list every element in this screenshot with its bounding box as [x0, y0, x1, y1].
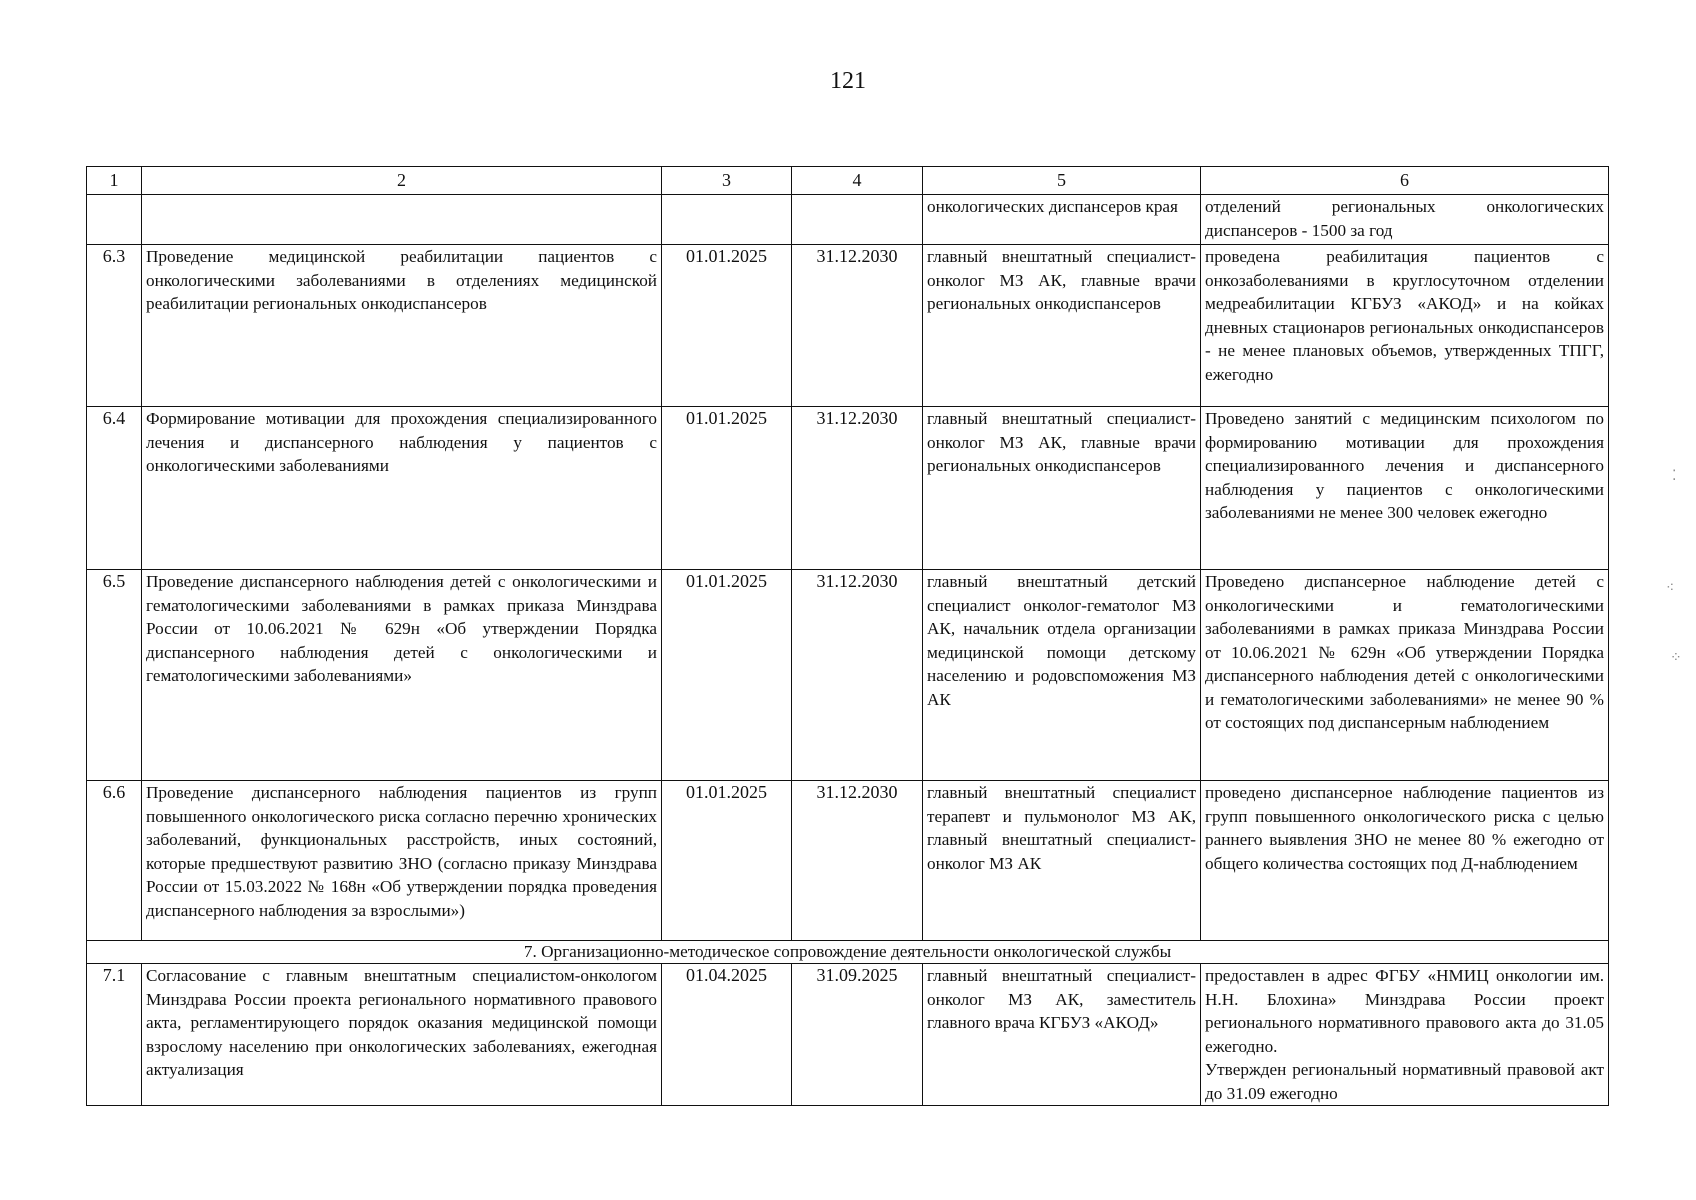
cell-empty: [792, 195, 923, 245]
table-row: [87, 407, 1609, 570]
table-header-row: [87, 167, 1609, 195]
cell-number: 6.6: [87, 781, 142, 941]
cell-end-date: 31.12.2030: [792, 407, 923, 570]
result-line: предоставлен в адрес ФГБУ «НМИЦ онкологии им. Н.Н. Блохина» Минздрава России проект регионального нормативного правового акта до 31.05 ежегодно.: [1205, 966, 1604, 1056]
cell-result: Проведено занятий с медицинским психологом по формированию мотивации для прохождения специализированного лечения и диспансерного наблюдения у пациентов с онкологическими заболеваниями не менее 300 человек ежегодно: [1201, 407, 1609, 570]
cell-number: 6.5: [87, 570, 142, 781]
cell-start-date: 01.01.2025: [662, 781, 792, 941]
result-line: Утвержден региональный нормативный правовой акт до 31.09 ежегодно: [1205, 1060, 1604, 1103]
page-number: 121: [830, 68, 866, 94]
column-header: 5: [923, 167, 1201, 195]
cell-empty: [142, 195, 662, 245]
cell-responsible: главный внештатный специалист-онколог МЗ АК, главные врачи региональных онкодиспансеров: [923, 407, 1201, 570]
scan-artifact: ⁘: [1670, 650, 1682, 666]
cell-start-date: 01.01.2025: [662, 245, 792, 407]
cell-start-date: 01.01.2025: [662, 407, 792, 570]
column-header: 1: [87, 167, 142, 195]
cell-responsible: главный внештатный специалист-онколог МЗ АК, главные врачи региональных онкодиспансеров: [923, 245, 1201, 407]
column-header: 4: [792, 167, 923, 195]
column-header: 3: [662, 167, 792, 195]
cell-end-date: 31.12.2030: [792, 570, 923, 781]
scan-artifact: ⁖: [1666, 580, 1675, 596]
cell-result: проведена реабилитация пациентов с онкозаболеваниями в круглосуточном отделении медреабилитации КГБУЗ «АКОД» и на койках дневных стационаров региональных онкодиспансеров - не менее плановых объемов, утвержденных ТПГГ, ежегодно: [1201, 245, 1609, 407]
cell-empty: [87, 195, 142, 245]
plan-table: [86, 166, 1609, 1106]
cell-responsible: онкологических диспансеров края: [923, 195, 1201, 245]
cell-end-date: 31.09.2025: [792, 964, 923, 1106]
table-row-continuation: [87, 195, 1609, 245]
cell-number: 6.4: [87, 407, 142, 570]
cell-responsible: главный внештатный детский специалист онколог-гематолог МЗ АК, начальник отдела организации медицинской помощи детскому населению и родовспоможения МЗ АК: [923, 570, 1201, 781]
cell-responsible: главный внештатный специалист-онколог МЗ АК, заместитель главного врача КГБУЗ «АКОД»: [923, 964, 1201, 1106]
cell-start-date: 01.01.2025: [662, 570, 792, 781]
column-header: 6: [1201, 167, 1609, 195]
cell-number: 6.3: [87, 245, 142, 407]
cell-end-date: 31.12.2030: [792, 781, 923, 941]
cell-start-date: 01.04.2025: [662, 964, 792, 1106]
cell-end-date: 31.12.2030: [792, 245, 923, 407]
table-row: [87, 570, 1609, 781]
scan-artifact: ⁚: [1672, 468, 1677, 484]
cell-empty: [662, 195, 792, 245]
section-title: 7. Организационно-методическое сопровождение деятельности онкологической службы: [87, 941, 1609, 964]
cell-activity: Формирование мотивации для прохождения специализированного лечения и диспансерного наблюдения у пациентов с онкологическими заболеваниями: [142, 407, 662, 570]
section-row: [87, 941, 1609, 964]
cell-activity: Согласование с главным внештатным специалистом-онкологом Минздрава России проекта регионального нормативного правового акта, регламентирующего порядок оказания медицинской помощи взрослому населению при онкологических заболеваниях, ежегодная актуализация: [142, 964, 662, 1106]
table-row: [87, 964, 1609, 1106]
cell-activity: Проведение диспансерного наблюдения детей с онкологическими и гематологическими заболеваниями в рамках приказа Минздрава России от 10.06.2021 № 629н «Об утверждении Порядка диспансерного наблюдения детей с онкологическими и гематологическими заболеваниями»: [142, 570, 662, 781]
cell-result: Проведено диспансерное наблюдение детей с онкологическими и гематологическими заболеваниями в рамках приказа Минздрава России от 10.06.2021 № 629н «Об утверждении Порядка диспансерного наблюдения детей с онкологическими и гематологическими заболеваниями» не менее 90 % от состоящих под диспансерным наблюдением: [1201, 570, 1609, 781]
cell-result: проведено диспансерное наблюдение пациентов из групп повышенного онкологического риска с целью раннего выявления ЗНО не менее 80 % ежегодно от общего количества состоящих под Д-наблюдением: [1201, 781, 1609, 941]
cell-number: 7.1: [87, 964, 142, 1106]
cell-result: отделений региональных онкологических диспансеров - 1500 за год: [1201, 195, 1609, 245]
table-row: [87, 245, 1609, 407]
cell-activity: Проведение диспансерного наблюдения пациентов из групп повышенного онкологического риска согласно перечню хронических заболеваний, функциональных расстройств, иных состояний, которые предшествуют развитию ЗНО (согласно приказу Минздрава России от 15.03.2022 № 168н «Об утверждении порядка проведения диспансерного наблюдения за взрослыми»): [142, 781, 662, 941]
column-header: 2: [142, 167, 662, 195]
table-row: [87, 781, 1609, 941]
cell-result: [1201, 964, 1609, 1106]
cell-responsible: главный внештатный специалист терапевт и пульмонолог МЗ АК, главный внештатный специалист-онколог МЗ АК: [923, 781, 1201, 941]
cell-activity: Проведение медицинской реабилитации пациентов с онкологическими заболеваниями в отделениях медицинской реабилитации региональных онкодиспансеров: [142, 245, 662, 407]
